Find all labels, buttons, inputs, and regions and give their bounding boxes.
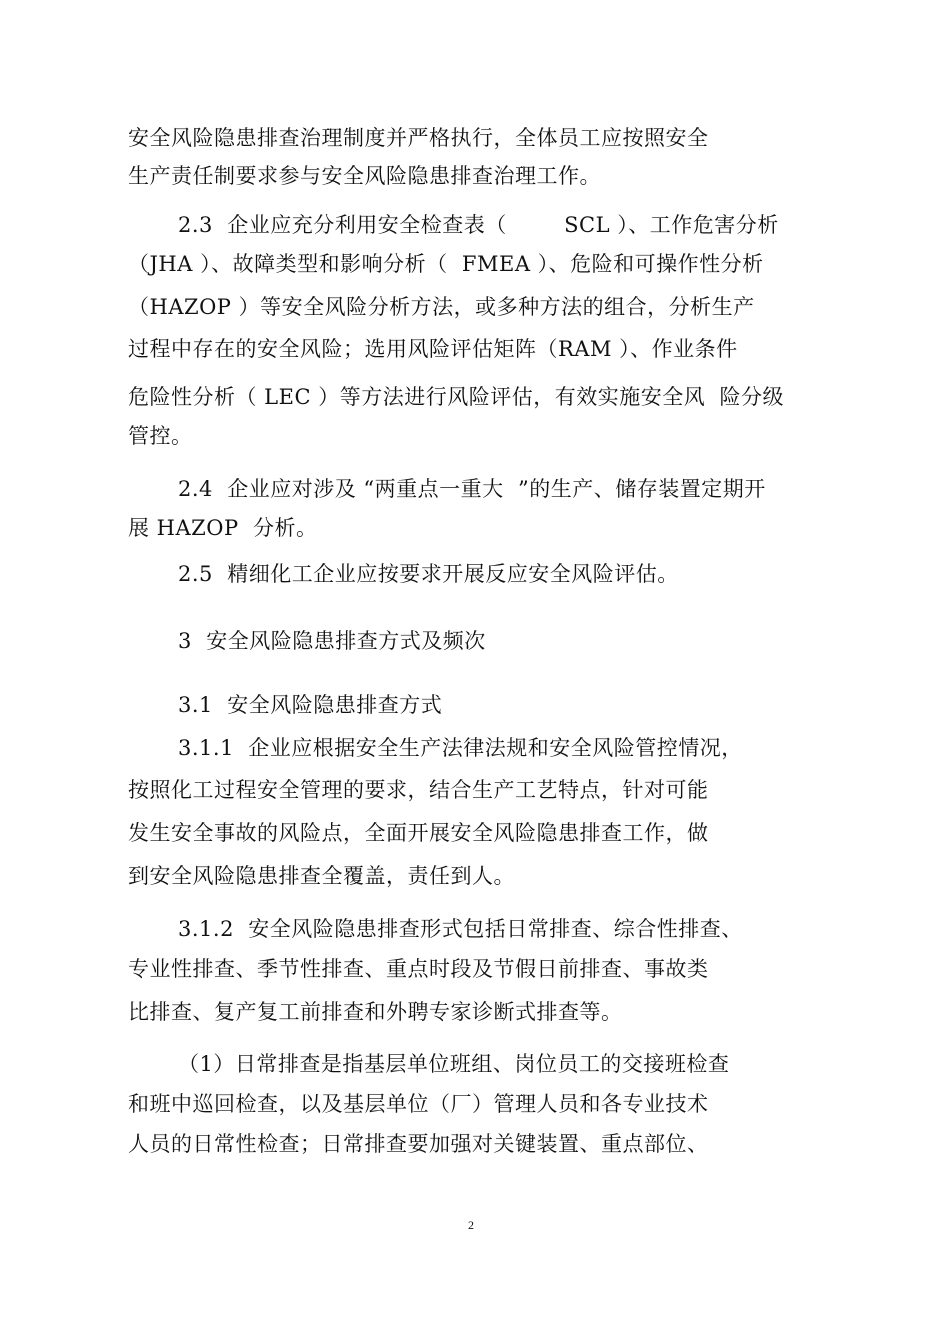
text-line: 生产责任制要求参与安全风险隐患排查治理工作。: [128, 164, 601, 188]
text-line: 按照化工过程安全管理的要求，结合生产工艺特点，针对可能: [128, 778, 709, 802]
text-line: 3.1.1 企业应根据安全生产法律法规和安全风险管控情况，: [178, 736, 743, 760]
text-line: 2.3 企业应充分利用安全检查表（ SCL ）、工作危害分析: [178, 213, 779, 237]
text-line: 3 安全风险隐患排查方式及频次: [178, 629, 486, 653]
text-line: 安全风险隐患排查治理制度并严格执行，全体员工应按照安全: [128, 126, 709, 150]
text-line: （JHA ）、故障类型和影响分析（ FMEA ）、危险和可操作性分析: [128, 252, 764, 276]
text-line: 管控。: [128, 424, 193, 448]
text-line: 2.5 精细化工企业应按要求开展反应安全风险评估。: [178, 562, 679, 586]
text-line: 人员的日常性检查；日常排查要加强对关键装置、重点部位、: [128, 1132, 709, 1156]
text-line: （HAZOP ）等安全风险分析方法，或多种方法的组合，分析生产: [128, 295, 755, 319]
text-line: 3.1.2 安全风险隐患排查形式包括日常排查、综合性排查、: [178, 917, 743, 941]
page-number: 2: [468, 1218, 474, 1232]
text-line: 比排查、复产复工前排查和外聘专家诊断式排查等。: [128, 1000, 623, 1024]
text-line: 发生安全事故的风险点，全面开展安全风险隐患排查工作，做: [128, 821, 709, 845]
text-line: 3.1 安全风险隐患排查方式: [178, 693, 443, 717]
text-line: 展 HAZOP 分析。: [128, 516, 318, 540]
text-line: （1）日常排查是指基层单位班组、岗位员工的交接班检查: [178, 1052, 730, 1076]
text-line: 专业性排查、季节性排查、重点时段及节假日前排查、事故类: [128, 957, 709, 981]
text-line: 到安全风险隐患排查全覆盖，责任到人。: [128, 864, 515, 888]
text-line: 危险性分析（ LEC ）等方法进行风险评估，有效实施安全风 险分级: [128, 385, 785, 409]
text-line: 和班中巡回检查，以及基层单位（厂）管理人员和各专业技术: [128, 1092, 709, 1116]
text-line: 2.4 企业应对涉及 “两重点一重大 ”的生产、储存装置定期开: [178, 477, 766, 501]
text-line: 过程中存在的安全风险；选用风险评估矩阵（RAM ）、作业条件: [128, 337, 738, 361]
